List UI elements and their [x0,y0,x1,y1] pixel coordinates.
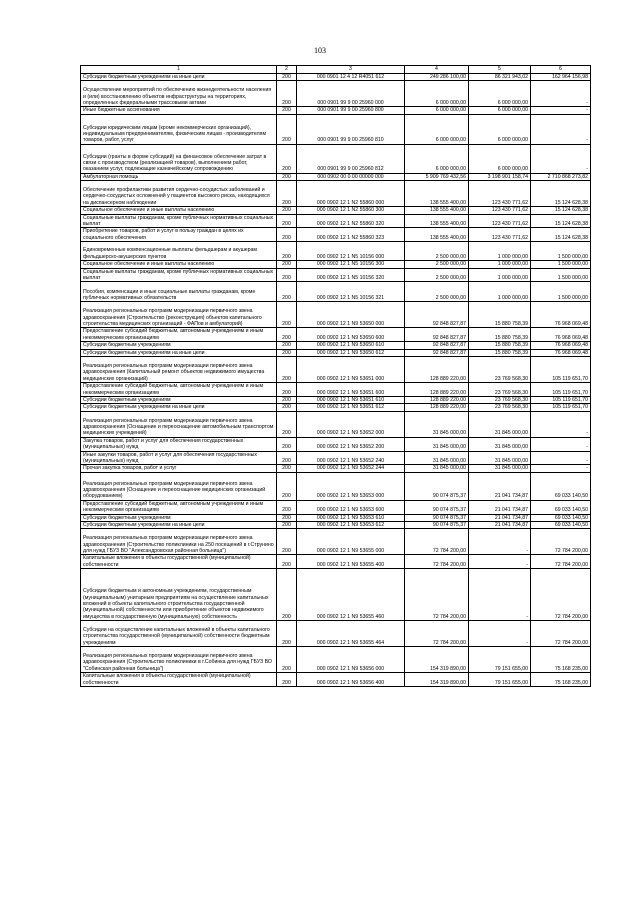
table-row [81,342,591,349]
row-approved-amount-cell: 128 889 220,00 [405,404,469,411]
row-classification-code-cell: 000 0901 99 9 00 25960 810 [297,114,405,144]
row-name-cell: Иные закупки товаров, работ и услуг для обеспечения государственных (муниципальных) нужд [81,451,277,465]
row-classification-code-cell: 000 0902 12 1 N9 53653 600 [297,500,405,514]
table-row [81,107,591,114]
row-name-cell: Капитальные вложения в объекты государственной (муниципальной) собственности [81,555,277,569]
row-executed-amount-cell: 15 880 758,39 [469,328,531,342]
table-row [81,328,591,342]
table-row [81,465,591,472]
row-name-cell: Субсидии бюджетным учреждениям на иные цели [81,404,277,411]
table-row [81,521,591,528]
table-row [81,411,591,437]
row-group-code-cell: 200 [277,673,297,687]
table-row [81,173,591,180]
row-name-cell: Реализация региональных программ модернизации первичного звена здравоохранения (Строительство поликлиники на 250 посещений в г.Струнино для нужд ГБУЗ ВО "Александровская районная больница") [81,529,277,555]
row-approved-amount-cell: 31 845 000,00 [405,465,469,472]
row-remaining-amount-cell: 15 124 628,38 [531,228,591,242]
row-group-code-cell: 200 [277,500,297,514]
row-remaining-amount-cell: 75 168 235,00 [531,673,591,687]
table-row [81,647,591,673]
row-executed-amount-cell: 79 151 655,00 [469,647,531,673]
row-name-cell: Субсидии бюджетным учреждениям [81,514,277,521]
table-row [81,214,591,228]
row-remaining-amount-cell: 105 119 651,70 [531,396,591,403]
row-group-code-cell: 200 [277,451,297,465]
row-group-code-cell: 200 [277,357,297,383]
table-row [81,555,591,569]
row-classification-code-cell: 000 0902 12 1 N9 53651 612 [297,404,405,411]
row-remaining-amount-cell: 15 124 628,38 [531,207,591,214]
row-executed-amount-cell: 123 430 771,62 [469,181,531,207]
page-number: 103 [314,46,326,55]
row-classification-code-cell: 000 0902 12 1 N5 10156 000 [297,242,405,261]
row-executed-amount-cell: 21 041 734,87 [469,472,531,500]
row-group-code-cell: 200 [277,349,297,356]
row-group-code-cell: 200 [277,261,297,268]
row-name-cell: Субсидии бюджетным учреждениям [81,342,277,349]
row-group-code-cell: 200 [277,621,297,647]
row-remaining-amount-cell: 69 033 140,50 [531,472,591,500]
row-remaining-amount-cell: 76 968 069,48 [531,349,591,356]
row-executed-amount-cell: 21 041 734,87 [469,500,531,514]
row-executed-amount-cell: 31 845 000,00 [469,451,531,465]
row-executed-amount-cell: - [469,621,531,647]
row-executed-amount-cell: - [469,569,531,621]
row-group-code-cell: 200 [277,521,297,528]
row-executed-amount-cell: 31 845 000,00 [469,465,531,472]
row-group-code-cell: 200 [277,242,297,261]
row-remaining-amount-cell: - [531,114,591,144]
row-executed-amount-cell: 1 000 000,00 [469,261,531,268]
budget-table [80,65,591,687]
row-approved-amount-cell: 92 848 827,87 [405,342,469,349]
row-approved-amount-cell: 92 848 827,87 [405,302,469,328]
row-approved-amount-cell: 154 319 890,00 [405,673,469,687]
row-classification-code-cell: 000 0901 99 9 00 25960 812 [297,144,405,173]
row-approved-amount-cell: 72 784 200,00 [405,529,469,555]
row-approved-amount-cell: 128 889 220,00 [405,396,469,403]
row-name-cell: Предоставление субсидий бюджетным, автономным учреждениям и иным некоммерческим организациям [81,328,277,342]
row-group-code-cell: 200 [277,328,297,342]
row-executed-amount-cell: 15 880 758,39 [469,302,531,328]
row-name-cell: Субсидии юридическим лицам (кроме некоммерческих организаций), индивидуальным предпринимателям, физическим лицам - производителям товаров, работ, услуг [81,114,277,144]
row-group-code-cell: 200 [277,647,297,673]
row-approved-amount-cell: 154 319 890,00 [405,647,469,673]
row-remaining-amount-cell: 15 124 628,38 [531,214,591,228]
row-approved-amount-cell: 31 845 000,00 [405,411,469,437]
row-classification-code-cell: 000 0902 12 1 N9 53656 400 [297,673,405,687]
row-executed-amount-cell: 31 845 000,00 [469,411,531,437]
row-executed-amount-cell: - [469,529,531,555]
row-name-cell: Субсидии бюджетным учреждениям на иные цели [81,74,277,81]
row-approved-amount-cell: 72 784 200,00 [405,621,469,647]
row-remaining-amount-cell: - [531,451,591,465]
row-remaining-amount-cell: 162 964 156,98 [531,74,591,81]
row-group-code-cell: 200 [277,114,297,144]
row-name-cell: Приобретение товаров, работ и услуг в пользу граждан в целях их социального обеспечения [81,228,277,242]
row-executed-amount-cell: 123 430 771,62 [469,207,531,214]
row-approved-amount-cell: 90 074 875,37 [405,521,469,528]
row-executed-amount-cell: 79 151 655,00 [469,673,531,687]
row-approved-amount-cell: 2 500 000,00 [405,282,469,302]
row-group-code-cell: 200 [277,268,297,282]
row-group-code-cell: 200 [277,144,297,173]
row-classification-code-cell: 000 0902 12 1 N2 55860 320 [297,214,405,228]
row-remaining-amount-cell: 72 784 200,00 [531,621,591,647]
table-row [81,529,591,555]
row-name-cell: Единовременные компенсационные выплаты фельдшерам и акушерам фельдшерско-акушерских пунктов [81,242,277,261]
column-header: 2 [277,66,297,74]
row-remaining-amount-cell: - [531,81,591,107]
row-group-code-cell: 200 [277,437,297,451]
row-classification-code-cell: 000 0902 12 1 N2 55860 323 [297,228,405,242]
budget-table-body [81,74,591,687]
row-group-code-cell: 200 [277,569,297,621]
row-classification-code-cell: 000 0902 12 1 N9 53653 610 [297,514,405,521]
row-classification-code-cell: 000 0902 12 1 N9 53652 000 [297,411,405,437]
row-approved-amount-cell: 6 000 000,00 [405,114,469,144]
row-classification-code-cell: 000 0902 12 1 N9 53655 464 [297,621,405,647]
row-remaining-amount-cell: 69 033 140,50 [531,500,591,514]
row-approved-amount-cell: 2 500 000,00 [405,242,469,261]
row-name-cell: Субсидии бюджетным учреждениям на иные цели [81,521,277,528]
row-name-cell: Закупка товаров, работ и услуг для обеспечения государственных (муниципальных) нужд [81,437,277,451]
row-name-cell: Прочая закупка товаров, работ и услуг [81,465,277,472]
row-executed-amount-cell: 123 430 771,62 [469,214,531,228]
row-group-code-cell: 200 [277,207,297,214]
row-name-cell: Реализация региональных программ модернизации первичного звена здравоохранения (Оснащение и переоснащение медицинских организаций оборудованием) [81,472,277,500]
row-executed-amount-cell: 21 041 734,87 [469,514,531,521]
table-row [81,673,591,687]
table-row [81,242,591,261]
row-remaining-amount-cell: - [531,437,591,451]
row-classification-code-cell: 000 0902 12 1 N5 10156 300 [297,261,405,268]
row-approved-amount-cell: 90 074 875,37 [405,500,469,514]
row-executed-amount-cell: 1 000 000,00 [469,282,531,302]
row-remaining-amount-cell: 76 968 069,48 [531,328,591,342]
table-row [81,621,591,647]
row-approved-amount-cell: 6 000 000,00 [405,107,469,114]
row-group-code-cell: 200 [277,404,297,411]
table-row [81,268,591,282]
row-name-cell: Предоставление субсидий бюджетным, автономным учреждениям и иным некоммерческим организациям [81,500,277,514]
table-row [81,207,591,214]
row-group-code-cell: 200 [277,214,297,228]
row-approved-amount-cell: 138 555 400,00 [405,181,469,207]
row-approved-amount-cell: 5 909 769 432,56 [405,173,469,180]
row-name-cell: Субсидии бюджетным учреждениям [81,396,277,403]
row-classification-code-cell: 000 0902 12 1 N9 53653 612 [297,521,405,528]
row-executed-amount-cell: 1 000 000,00 [469,242,531,261]
row-name-cell: Субсидии на осуществление капитальных вложений в объекты капитального строительства государственной (муниципальной) собственности бюджетным учреждениям [81,621,277,647]
table-row [81,181,591,207]
row-name-cell: Субсидии бюджетным учреждениям на иные цели [81,349,277,356]
row-approved-amount-cell: 249 286 100,00 [405,74,469,81]
row-remaining-amount-cell: 75 168 235,00 [531,647,591,673]
row-group-code-cell: 200 [277,555,297,569]
row-executed-amount-cell: 6 000 000,00 [469,114,531,144]
row-approved-amount-cell: 2 500 000,00 [405,261,469,268]
table-row [81,74,591,81]
row-group-code-cell: 200 [277,81,297,107]
row-remaining-amount-cell: 105 119 651,70 [531,357,591,383]
row-remaining-amount-cell: 2 710 868 273,82 [531,173,591,180]
row-name-cell: Амбулаторная помощь [81,173,277,180]
row-classification-code-cell: 000 0902 12 1 N9 53655 460 [297,569,405,621]
column-header: 6 [531,66,591,74]
row-approved-amount-cell: 128 889 220,00 [405,383,469,397]
row-executed-amount-cell: - [469,555,531,569]
row-group-code-cell: 200 [277,383,297,397]
row-name-cell: Реализация региональных программ модернизации первичного звена здравоохранения (Строительство поликлиники в г.Собинка для нужд ГБУЗ ВО "Собинская районная больница") [81,647,277,673]
row-approved-amount-cell: 31 845 000,00 [405,437,469,451]
row-executed-amount-cell: 23 769 568,30 [469,404,531,411]
row-remaining-amount-cell: 1 500 000,00 [531,268,591,282]
row-classification-code-cell: 000 0902 12 1 N9 53655 400 [297,555,405,569]
row-executed-amount-cell: 6 000 000,00 [469,107,531,114]
row-approved-amount-cell: 90 074 875,37 [405,514,469,521]
row-executed-amount-cell: 86 321 943,02 [469,74,531,81]
row-remaining-amount-cell: 1 500 000,00 [531,242,591,261]
row-approved-amount-cell: 2 500 000,00 [405,268,469,282]
row-classification-code-cell: 000 0902 12 1 N9 53652 240 [297,451,405,465]
row-classification-code-cell: 000 0902 12 1 N2 55860 300 [297,207,405,214]
row-approved-amount-cell: 72 784 200,00 [405,555,469,569]
row-remaining-amount-cell: 105 119 651,70 [531,383,591,397]
table-row [81,569,591,621]
row-remaining-amount-cell: 72 784 200,00 [531,555,591,569]
row-classification-code-cell: 000 0902 12 1 N5 10156 321 [297,282,405,302]
table-row [81,114,591,144]
row-remaining-amount-cell: 1 500 000,00 [531,261,591,268]
row-group-code-cell: 200 [277,74,297,81]
row-approved-amount-cell: 6 000 000,00 [405,144,469,173]
row-classification-code-cell: 000 0901 99 9 00 25960 800 [297,107,405,114]
column-header: 4 [405,66,469,74]
row-group-code-cell: 200 [277,173,297,180]
row-classification-code-cell: 000 0902 12 1 N9 53652 200 [297,437,405,451]
row-classification-code-cell: 000 0902 12 1 N5 10156 320 [297,268,405,282]
row-name-cell: Социальные выплаты гражданам, кроме публичных нормативных социальных выплат [81,268,277,282]
row-name-cell: Социальное обеспечение и иные выплаты населению [81,207,277,214]
table-row [81,349,591,356]
row-group-code-cell: 200 [277,396,297,403]
row-remaining-amount-cell: - [531,107,591,114]
row-group-code-cell: 200 [277,465,297,472]
row-name-cell: Реализация региональных программ модернизации первичного звена здравоохранения (Строительство (реконструкция) объектов капитального строительства медицинских организаций - ФАПов и амбулаторий) [81,302,277,328]
table-row [81,404,591,411]
row-group-code-cell: 200 [277,302,297,328]
row-approved-amount-cell: 72 784 200,00 [405,569,469,621]
table-row [81,302,591,328]
row-classification-code-cell: 000 0902 12 1 N9 53652 244 [297,465,405,472]
table-row [81,357,591,383]
row-remaining-amount-cell: 72 784 200,00 [531,569,591,621]
row-name-cell: Предоставление субсидий бюджетным, автономным учреждениям и иным некоммерческим организациям [81,383,277,397]
row-classification-code-cell: 000 0901 99 9 00 25960 000 [297,81,405,107]
row-approved-amount-cell: 138 555 400,00 [405,228,469,242]
row-name-cell: Социальные выплаты гражданам, кроме публичных нормативных социальных выплат [81,214,277,228]
table-row [81,500,591,514]
row-approved-amount-cell: 90 074 875,37 [405,472,469,500]
table-row [81,261,591,268]
row-executed-amount-cell: 23 769 568,30 [469,396,531,403]
row-remaining-amount-cell: 15 124 628,38 [531,181,591,207]
row-group-code-cell: 200 [277,514,297,521]
row-classification-code-cell: 000 0902 12 1 N9 53656 000 [297,647,405,673]
row-name-cell: Капитальные вложения в объекты государственной (муниципальной) собственности [81,673,277,687]
row-executed-amount-cell: 23 769 568,30 [469,383,531,397]
row-classification-code-cell: 000 0902 12 1 N2 55860 000 [297,181,405,207]
column-header: 5 [469,66,531,74]
table-row [81,383,591,397]
row-approved-amount-cell: 128 889 220,00 [405,357,469,383]
table-row [81,472,591,500]
row-classification-code-cell: 000 0902 12 1 N9 53650 610 [297,342,405,349]
row-remaining-amount-cell: - [531,465,591,472]
row-executed-amount-cell: 3 198 901 158,74 [469,173,531,180]
row-executed-amount-cell: 15 880 758,39 [469,342,531,349]
table-row [81,228,591,242]
row-executed-amount-cell: 123 430 771,62 [469,228,531,242]
row-classification-code-cell: 000 0902 12 1 N9 53653 000 [297,472,405,500]
row-name-cell: Обеспечение профилактики развития сердечно-сосудистых заболеваний и сердечно-сосудистых осложнений у пациентов высокого риска, находящихся на диспансерном наблюдении [81,181,277,207]
row-classification-code-cell: 000 0902 12 1 N9 53650 612 [297,349,405,356]
row-group-code-cell: 200 [277,228,297,242]
row-name-cell: Осуществление мероприятий по обеспечению жизнедеятельности населения и (или) восстановлению объектов инфраструктуры на территориях, определенных федеральными трассовыми актами [81,81,277,107]
table-row [81,437,591,451]
table-row [81,396,591,403]
row-classification-code-cell: 000 0902 12 1 N9 53655 000 [297,529,405,555]
row-name-cell: Субсидии (гранты в форме субсидий) на финансовое обеспечение затрат в связи с производством (реализацией товаров), выполнением работ, оказанием услуг, подлежащие казначейскому сопровождению [81,144,277,173]
row-executed-amount-cell: 6 000 000,00 [469,144,531,173]
row-classification-code-cell: 000 0902 00 0 00 00000 000 [297,173,405,180]
row-classification-code-cell: 000 0902 12 1 N9 53651 600 [297,383,405,397]
row-name-cell: Реализация региональных программ модернизации первичного звена здравоохранения (Капитальный ремонт объектов недвижимого имущества медицинских организаций) [81,357,277,383]
row-approved-amount-cell: 92 848 827,87 [405,349,469,356]
row-approved-amount-cell: 92 848 827,87 [405,328,469,342]
row-group-code-cell: 200 [277,342,297,349]
row-classification-code-cell: 000 0902 12 1 N9 53651 000 [297,357,405,383]
row-classification-code-cell: 000 0902 12 1 N9 53650 600 [297,328,405,342]
row-group-code-cell: 200 [277,529,297,555]
row-remaining-amount-cell: - [531,144,591,173]
table-row [81,451,591,465]
table-row [81,81,591,107]
row-executed-amount-cell: 21 041 734,87 [469,521,531,528]
row-group-code-cell: 200 [277,107,297,114]
row-remaining-amount-cell: 69 033 140,50 [531,521,591,528]
row-group-code-cell: 200 [277,411,297,437]
row-approved-amount-cell: 138 555 400,00 [405,207,469,214]
column-header: 1 [81,66,277,74]
row-group-code-cell: 200 [277,472,297,500]
row-name-cell: Реализация региональных программ модернизации первичного звена здравоохранения (Оснащение и переоснащение автомобильным транспортом медицинских учреждений) [81,411,277,437]
row-group-code-cell: 200 [277,282,297,302]
row-remaining-amount-cell: 105 119 651,70 [531,404,591,411]
row-name-cell: Социальное обеспечение и иные выплаты населению [81,261,277,268]
table-row [81,144,591,173]
row-name-cell: Иные бюджетные ассигнования [81,107,277,114]
row-group-code-cell: 200 [277,181,297,207]
row-approved-amount-cell: 6 000 000,00 [405,81,469,107]
row-classification-code-cell: 000 0902 12 1 N9 53650 000 [297,302,405,328]
row-executed-amount-cell: 6 000 000,00 [469,81,531,107]
row-remaining-amount-cell: - [531,411,591,437]
header-row [81,66,591,74]
row-executed-amount-cell: 31 845 000,00 [469,437,531,451]
row-remaining-amount-cell: 76 968 069,48 [531,342,591,349]
row-executed-amount-cell: 1 000 000,00 [469,268,531,282]
column-header: 3 [297,66,405,74]
row-remaining-amount-cell: 1 500 000,00 [531,282,591,302]
row-executed-amount-cell: 23 769 568,30 [469,357,531,383]
table-row [81,282,591,302]
row-name-cell: Субсидии бюджетным и автономным учреждениям, государственным (муниципальным) унитарным предприятиям на осуществление капитальных вложений в объекты капитального строительства государственной (муниципальной) собственности или приобретение объектов недвижимого имущества в государственную (муниципальную) собственность [81,569,277,621]
row-classification-code-cell: 000 0901 12 4 12 R4051 612 [297,74,405,81]
table-row [81,514,591,521]
row-executed-amount-cell: 15 880 758,39 [469,349,531,356]
row-approved-amount-cell: 31 845 000,00 [405,451,469,465]
row-approved-amount-cell: 138 555 400,00 [405,214,469,228]
row-name-cell: Пособия, компенсации и иные социальные выплаты гражданам, кроме публичных нормативных обязательств [81,282,277,302]
row-remaining-amount-cell: 76 968 069,48 [531,302,591,328]
row-classification-code-cell: 000 0902 12 1 N9 53651 610 [297,396,405,403]
row-remaining-amount-cell: 72 784 200,00 [531,529,591,555]
row-remaining-amount-cell: 69 033 140,50 [531,514,591,521]
